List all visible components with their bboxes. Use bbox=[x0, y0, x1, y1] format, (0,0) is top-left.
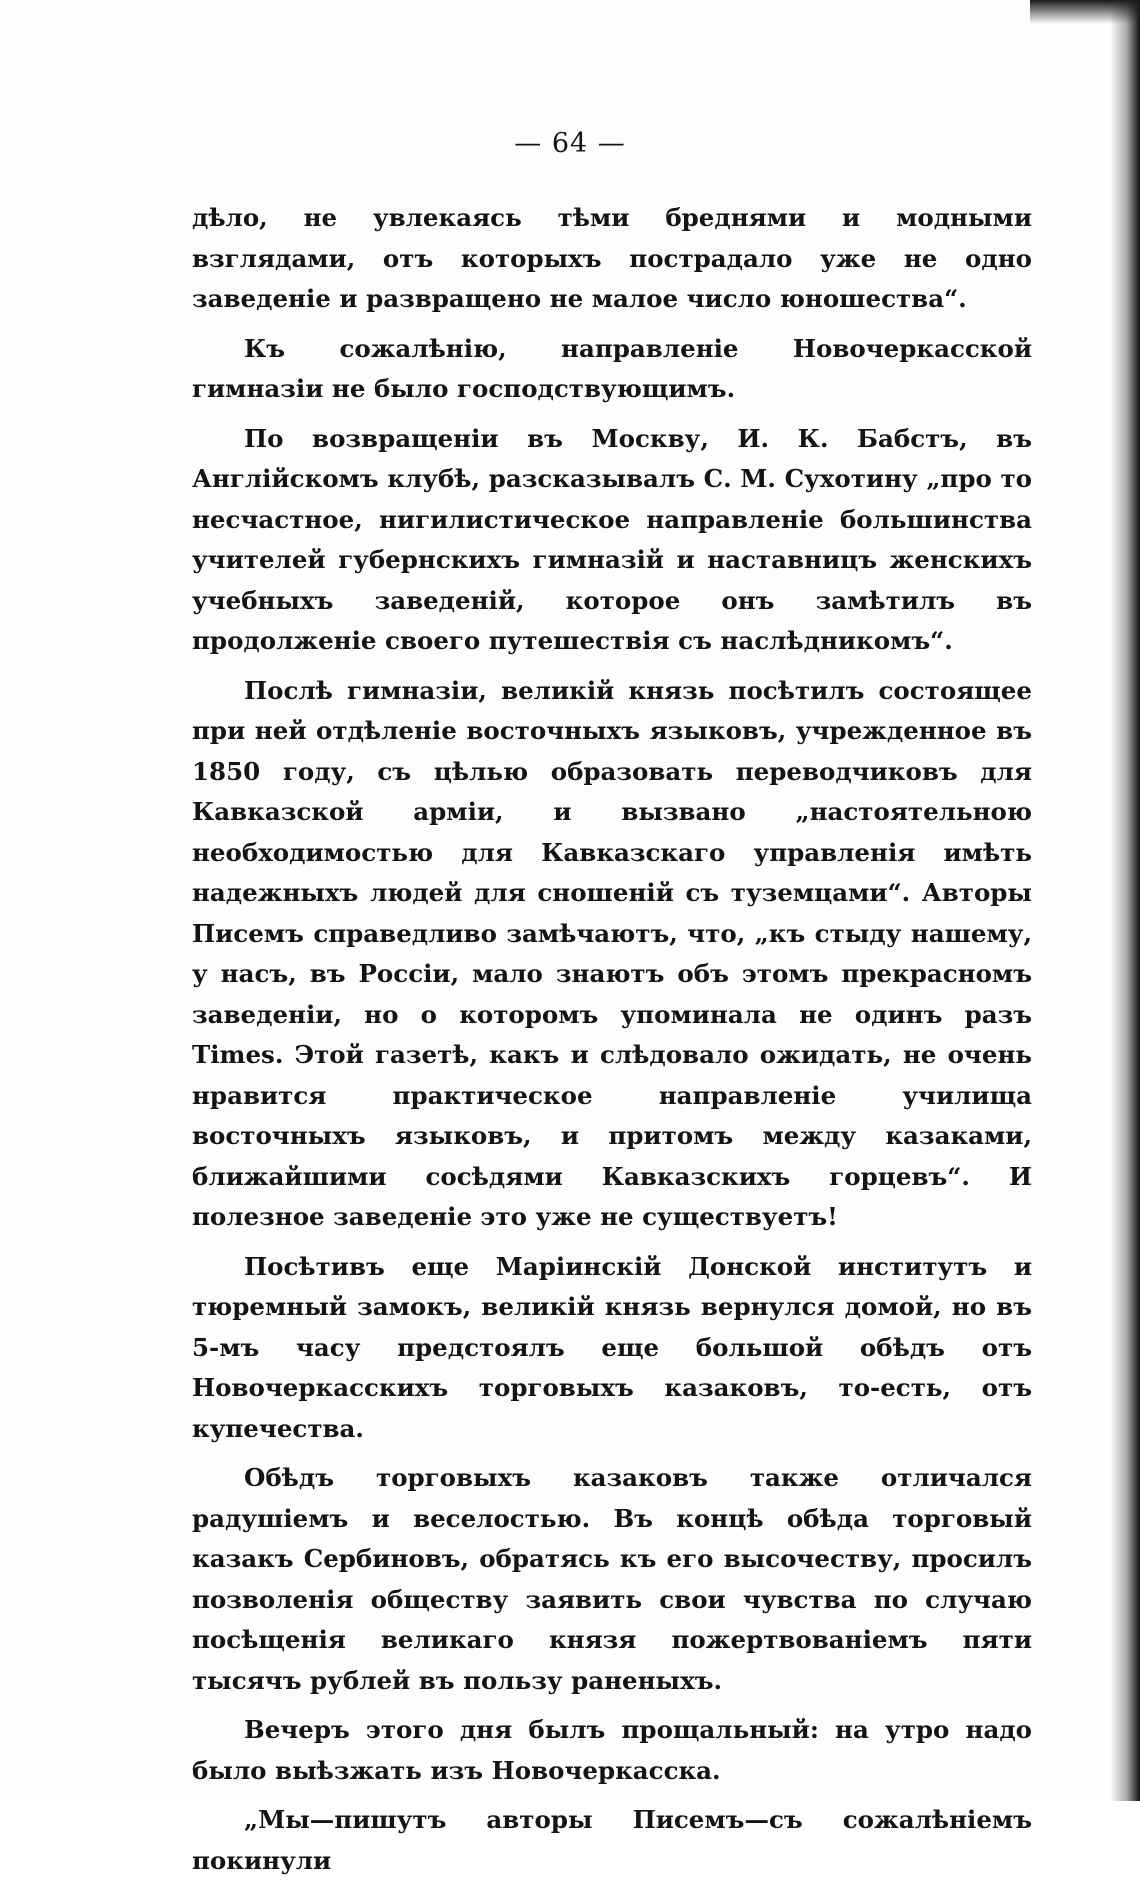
page-edge-shadow bbox=[1110, 0, 1140, 1801]
paragraph-5: Посѣтивъ еще Маріинскій Донской институтъ и тюремный замокъ, великій князь вернулся домой, но въ 5-мъ часу предстоялъ еще большой обѣдъ отъ Новочеркасскихъ торговыхъ казаковъ, то-есть, отъ купечества. bbox=[192, 1251, 1032, 1443]
paragraph-4: Послѣ гимназіи, великій князь посѣтилъ состоящее при ней отдѣленіе восточныхъ языковъ, учрежденное въ 1850 году, съ цѣлью образовать переводчиковъ для Кавказской арміи, и вызвано „настоятельною необходимостью для Кавказскаго управленія имѣть надежныхъ людей для сношеній съ туземцами“. Авторы Писемъ справедливо замѣчаютъ, что, „къ стыду нашему, у насъ, въ Россіи, мало знаютъ объ этомъ прекрасномъ заведеніи, но о которомъ упоминала не одинъ разъ Times. Этой газетѣ, какъ и слѣдовало ожидать, не очень нравится практическое направленіе училища восточныхъ языковъ, и притомъ между казаками, ближайшими сосѣдями Кавказскихъ горцевъ“. И полезное заведеніе это уже не существуетъ! bbox=[192, 675, 1032, 1231]
paragraph-2: Къ сожалѣнію, направленіе Новочеркасской гимназіи не было господствующимъ. bbox=[192, 333, 1032, 403]
paragraph-8: „Мы—пишутъ авторы Писемъ—съ сожалѣніемъ покинули bbox=[192, 1805, 1032, 1875]
page-corner-shadow bbox=[1030, 0, 1140, 24]
page-number: — 64 — bbox=[514, 128, 626, 159]
paragraph-1: дѣло, не увлекаясь тѣми бреднями и модными взглядами, отъ которыхъ пострадало уже не одно заведеніе и развращено не малое число юношества“. bbox=[192, 203, 1032, 313]
paragraph-6: Обѣдъ торговыхъ казаковъ также отличался радушіемъ и веселостью. Въ концѣ обѣда торговый казакъ Сербиновъ, обратясь къ его высочеству, просилъ позволенія обществу заявить свои чувства по случаю посѣщенія великаго князя пожертвованіемъ пяти тысячъ рублей въ пользу раненыхъ. bbox=[192, 1463, 1032, 1695]
body-text bbox=[192, 198, 1032, 1890]
paragraph-7: Вечеръ этого дня былъ прощальный: на утро надо было выѣзжать изъ Новочеркасска. bbox=[192, 1715, 1032, 1785]
paragraph-3: По возвращеніи въ Москву, И. К. Бабстъ, въ Англійскомъ клубѣ, разсказывалъ С. М. Сухотину „про то несчастное, нигилистическое направленіе большинства учителей губернскихъ гимназій и наставницъ женскихъ учебныхъ заведеній, которое онъ замѣтилъ въ продолженіе своего путешествія съ наслѣдникомъ“. bbox=[192, 423, 1032, 655]
